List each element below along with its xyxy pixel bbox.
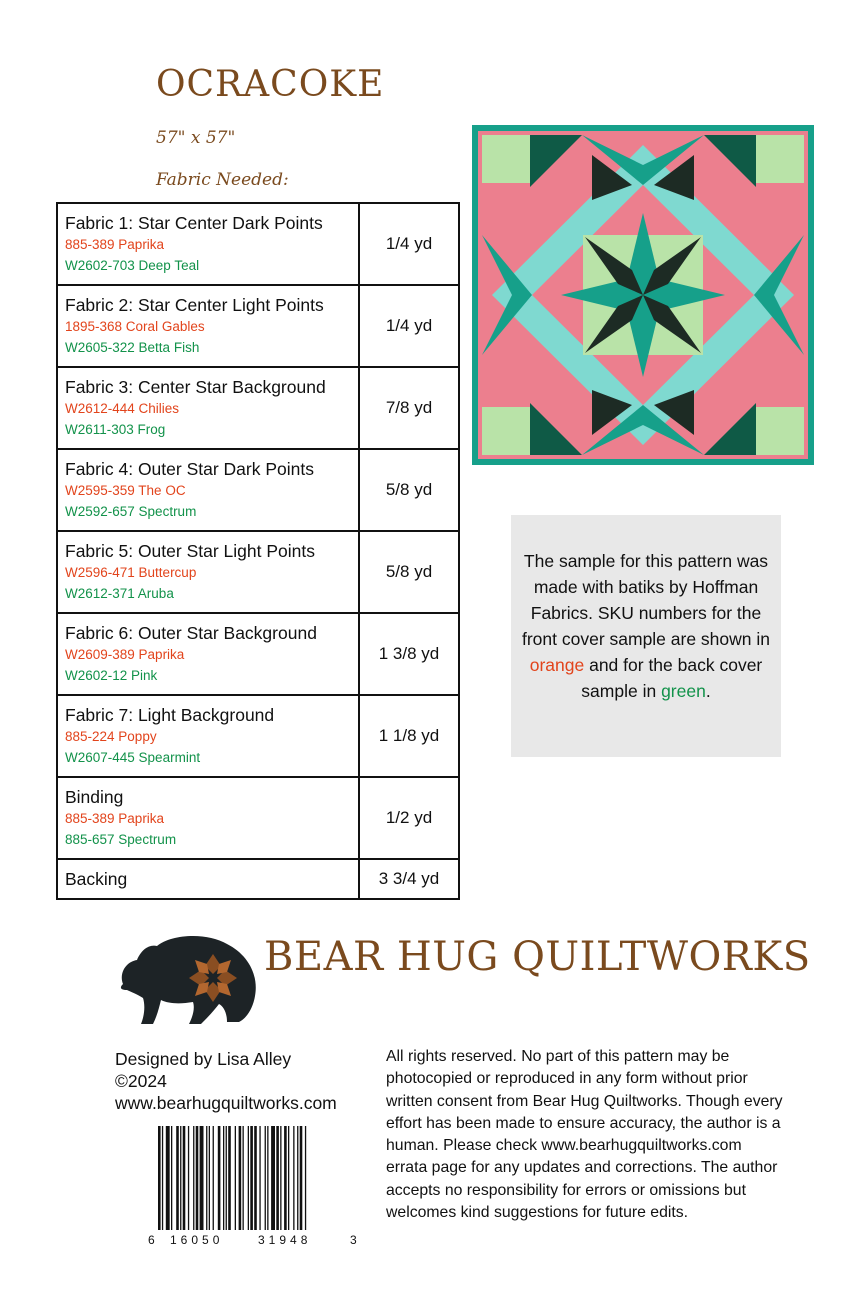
fabric-needed-label: Fabric Needed: <box>156 170 289 190</box>
fabric-row <box>57 367 459 449</box>
fabric-row <box>57 777 459 859</box>
front-cover-sku: 885-389 Paprika <box>65 237 165 252</box>
back-cover-sku: W2612-371 Aruba <box>65 586 174 601</box>
barcode-bar <box>250 1126 253 1230</box>
fabric-description <box>57 203 359 285</box>
designer-credit: Designed by Lisa Alley <box>115 1049 292 1069</box>
fabric-row <box>57 531 459 613</box>
barcode-bars <box>158 1126 306 1230</box>
fabric-row <box>57 449 459 531</box>
center-star <box>561 213 725 377</box>
back-cover-sku: W2602-12 Pink <box>65 668 158 683</box>
barcode-bar <box>297 1126 298 1230</box>
fabric-description <box>57 531 359 613</box>
fabric-name: Fabric 6: Outer Star Background <box>65 623 317 643</box>
fabric-name: Binding <box>65 787 124 807</box>
quilt-dimensions: 57" x 57" <box>156 128 236 148</box>
back-cover-sku: W2607-445 Spearmint <box>65 750 201 765</box>
fabric-row <box>57 285 459 367</box>
credits <box>115 1048 337 1114</box>
barcode-bar <box>218 1126 221 1230</box>
barcode-digit-group: 31948 <box>258 1233 312 1246</box>
fabric-row <box>57 695 459 777</box>
fabric-amount: 1/2 yd <box>359 777 459 859</box>
note-orange-word: orange <box>529 655 585 675</box>
barcode-bar <box>176 1126 179 1230</box>
note-green-word: green <box>661 681 706 701</box>
back-cover-sku: W2592-657 Spectrum <box>65 504 197 519</box>
back-cover-sku: 885-657 Spectrum <box>65 832 177 847</box>
fabric-amount: 1/4 yd <box>359 285 459 367</box>
barcode-bar <box>293 1126 294 1230</box>
fabric-row <box>57 613 459 695</box>
barcode-bar <box>228 1126 231 1230</box>
rights-statement: All rights reserved. No part of this pattern may be photocopied or reproduced in any form without prior written consent from Bear Hug Quiltworks. Though every effort has been made to ensure accuracy, the author is a human. Please check www.bearhugquiltworks.com errata page for any updates and corrections. The author accepts no responsibility for errors or omissions but welcomes kind suggestions for future edits. <box>386 1048 783 1222</box>
barcode-bar <box>196 1126 199 1230</box>
fabric-name: Backing <box>65 869 128 889</box>
front-cover-sku: 885-389 Paprika <box>65 811 165 826</box>
barcode-bar <box>288 1126 289 1230</box>
fabric-amount: 5/8 yd <box>359 449 459 531</box>
fabric-name: Fabric 4: Outer Star Dark Points <box>65 459 314 479</box>
barcode-bar <box>200 1126 204 1230</box>
front-cover-sku: 885-224 Poppy <box>65 729 157 744</box>
bear-logo-icon <box>115 928 263 1024</box>
barcode-bar <box>206 1126 207 1230</box>
note-text-before: The sample for this pattern was made with batiks by Hoffman Fabrics. SKU numbers for the front cover sample are shown in <box>521 551 771 649</box>
fabric-description <box>57 777 359 859</box>
barcode-bar <box>183 1126 186 1230</box>
fabric-description <box>57 367 359 449</box>
fabric-amount: 1 1/8 yd <box>359 695 459 777</box>
fabric-description <box>57 449 359 531</box>
barcode-bar <box>162 1126 163 1230</box>
fabric-amount: 1/4 yd <box>359 203 459 285</box>
barcode-bar <box>158 1126 161 1230</box>
barcode-bar <box>171 1126 172 1230</box>
barcode-bar <box>254 1126 257 1230</box>
fabric-row <box>57 203 459 285</box>
fabric-name: Fabric 2: Star Center Light Points <box>65 295 324 315</box>
barcode-bar <box>188 1126 189 1230</box>
fabric-amount: 1 3/8 yd <box>359 613 459 695</box>
fabric-name: Fabric 1: Star Center Dark Points <box>65 213 323 233</box>
front-cover-sku: W2612-444 Chilies <box>65 401 180 416</box>
pattern-title: OCRACOKE <box>156 64 385 105</box>
fabric-amount: 7/8 yd <box>359 367 459 449</box>
note-text-after: . <box>705 681 711 701</box>
barcode-bar <box>166 1126 170 1230</box>
website-link[interactable]: www.bearhugquiltworks.com <box>115 1093 337 1113</box>
quilt-image <box>472 125 814 465</box>
barcode-bar <box>280 1126 281 1230</box>
fabric-description <box>57 695 359 777</box>
barcode-bar <box>300 1126 303 1230</box>
back-cover-sku: W2605-322 Betta Fish <box>65 340 200 355</box>
barcode-digits <box>148 1233 357 1246</box>
batik-sample-note <box>511 515 781 757</box>
barcode-bar <box>248 1126 249 1230</box>
barcode-bar <box>243 1126 244 1230</box>
barcode-bar <box>271 1126 275 1230</box>
barcode-bar <box>305 1126 306 1230</box>
front-cover-sku: W2609-389 Paprika <box>65 647 185 662</box>
back-cover-sku: W2602-703 Deep Teal <box>65 258 200 273</box>
barcode-bar <box>267 1126 268 1230</box>
fabric-name: Fabric 7: Light Background <box>65 705 275 725</box>
fabric-description <box>57 285 359 367</box>
barcode-digit-group: 16050 <box>170 1233 224 1246</box>
barcode-bar <box>226 1126 227 1230</box>
barcode-bar <box>259 1126 260 1230</box>
barcode-icon <box>146 1126 360 1246</box>
barcode-bar <box>213 1126 214 1230</box>
back-cover-sku: W2611-303 Frog <box>65 422 166 437</box>
note-text-middle: and for the back cover sample in <box>581 655 763 701</box>
fabric-amount: 3 3/4 yd <box>359 859 459 899</box>
fabric-description <box>57 859 359 899</box>
fabric-row <box>57 859 459 899</box>
barcode-bar <box>235 1126 236 1230</box>
barcode-bar <box>193 1126 194 1230</box>
copyright-year: ©2024 <box>115 1071 167 1091</box>
brand-name: BEAR HUG QUILTWORKS <box>264 934 811 980</box>
fabric-amount: 5/8 yd <box>359 531 459 613</box>
front-cover-sku: 1895-368 Coral Gables <box>65 319 205 334</box>
barcode-digit-group: 3 <box>350 1233 357 1246</box>
barcode-bar <box>276 1126 279 1230</box>
barcode-bar <box>239 1126 242 1230</box>
barcode-bar <box>265 1126 266 1230</box>
fabric-name: Fabric 3: Center Star Background <box>65 377 326 397</box>
barcode-bar <box>284 1126 287 1230</box>
front-cover-sku: W2595-359 The OC <box>65 483 186 498</box>
front-cover-sku: W2596-471 Buttercup <box>65 565 197 580</box>
barcode-bar <box>223 1126 224 1230</box>
barcode-digit-group: 6 <box>148 1233 155 1246</box>
fabric-requirements-table <box>56 202 460 900</box>
barcode-bar <box>180 1126 181 1230</box>
barcode-bar <box>209 1126 210 1230</box>
fabric-description <box>57 613 359 695</box>
fabric-name: Fabric 5: Outer Star Light Points <box>65 541 315 561</box>
